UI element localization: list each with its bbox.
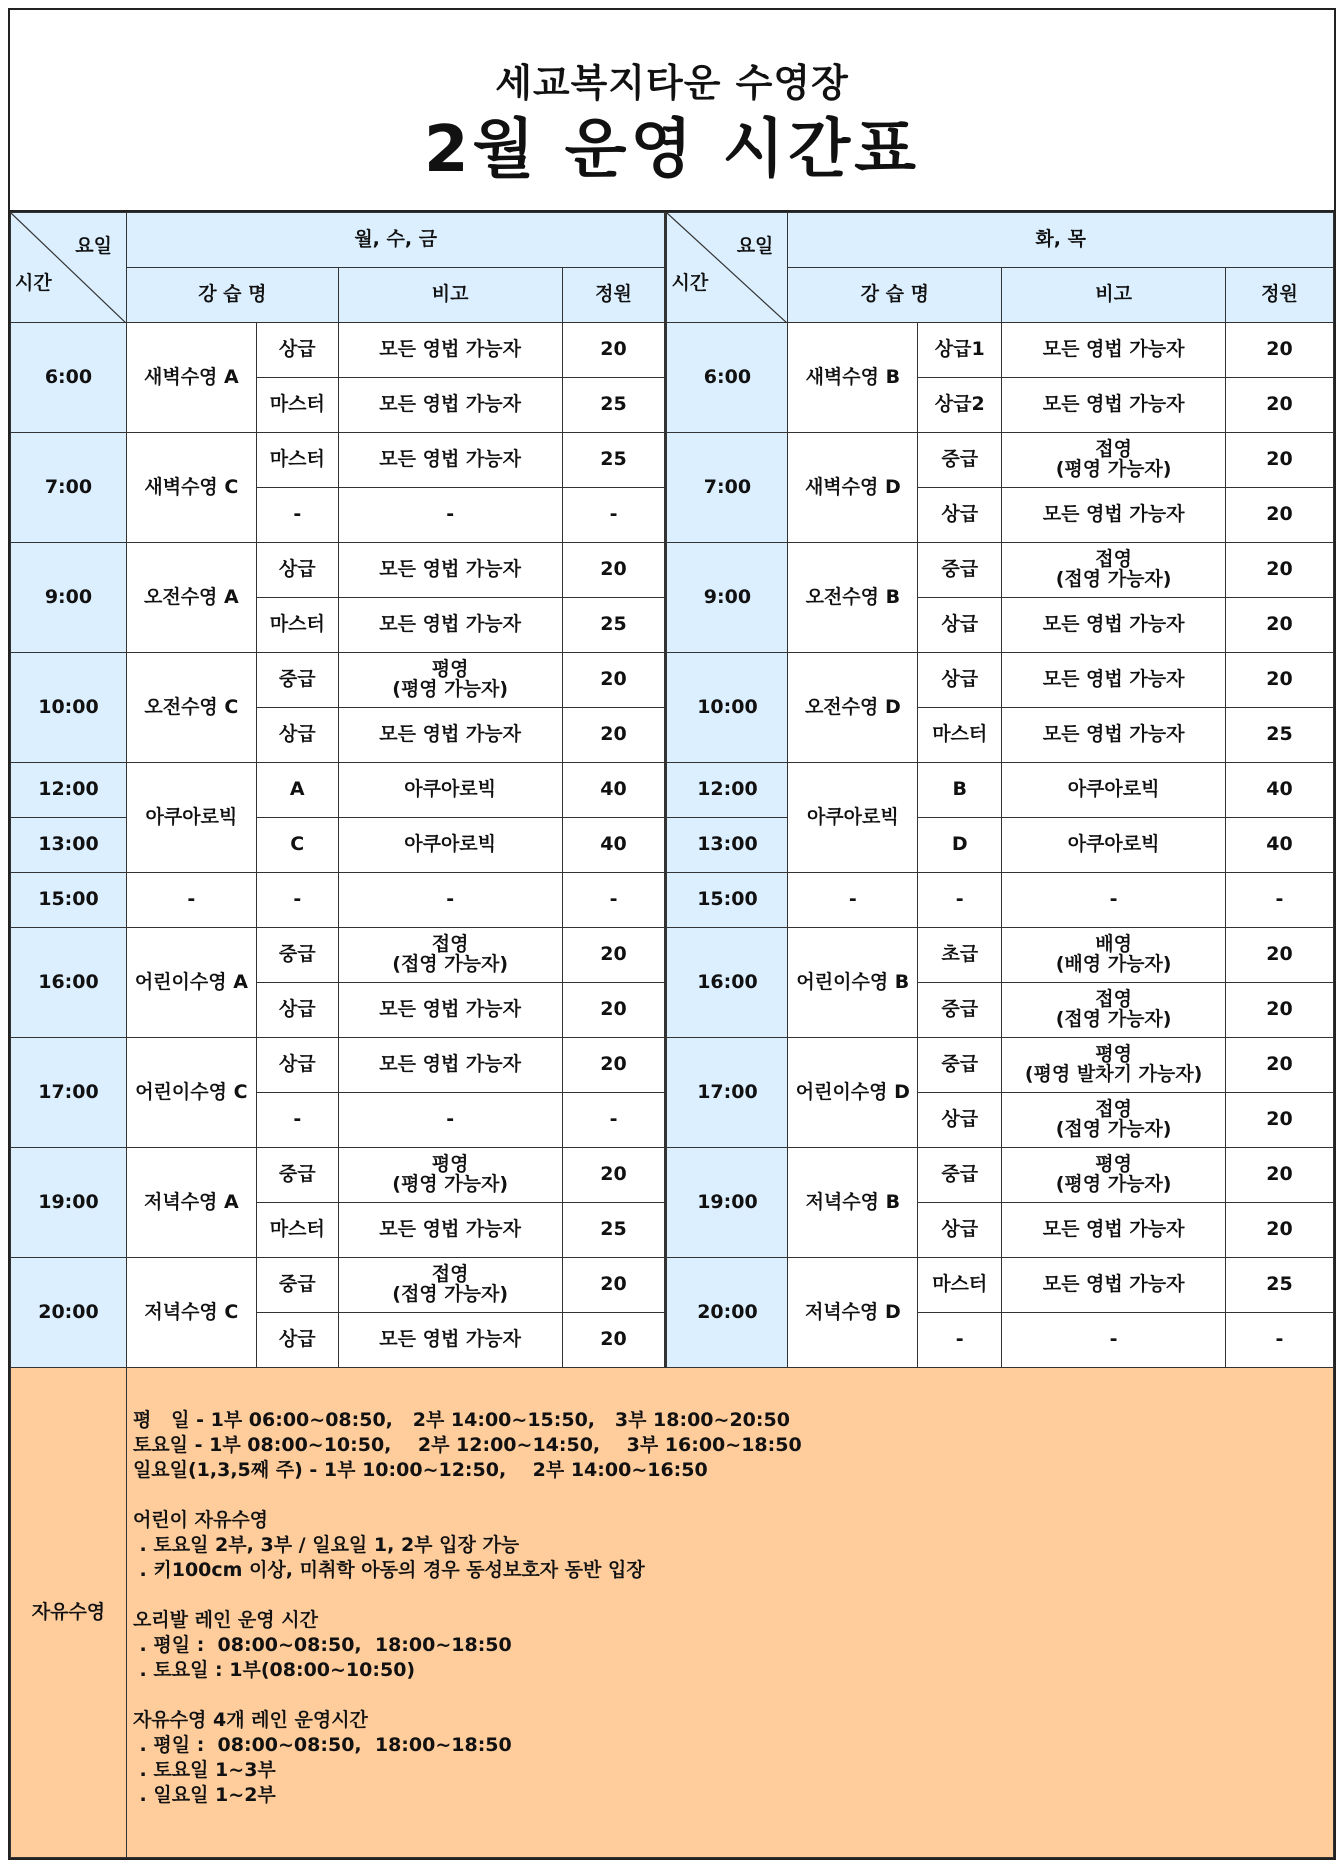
capacity: 20 <box>1226 323 1334 378</box>
capacity: 20 <box>1226 1093 1334 1148</box>
class-name: 새벽수영 A <box>126 323 256 433</box>
time-slot: 6:00 <box>11 323 127 433</box>
free-swim-line: 일요일(1,3,5째 주) - 1부 10:00~12:50, 2부 14:00~16:50 <box>132 1459 708 1481</box>
time-slot: 20:00 <box>666 1258 788 1368</box>
capacity: 20 <box>562 983 666 1038</box>
class-name: 오전수영 A <box>126 543 256 653</box>
time-slot: 15:00 <box>666 873 788 928</box>
note: 모든 영법 가능자 <box>338 1038 562 1093</box>
capacity: 20 <box>1226 433 1334 488</box>
note: 모든 영법 가능자 <box>1002 598 1226 653</box>
day-label: 요일 <box>736 235 774 257</box>
free-swim-info <box>126 1368 1333 1858</box>
note: 아쿠아로빅 <box>1002 818 1226 873</box>
time-slot: 13:00 <box>11 818 127 873</box>
time-slot: 12:00 <box>666 763 788 818</box>
note: 배영 (배영 가능자) <box>1002 928 1226 983</box>
level: 마스터 <box>256 433 338 488</box>
level: 상급 <box>256 1313 338 1368</box>
level: 중급 <box>918 983 1002 1038</box>
note: - <box>1002 1313 1226 1368</box>
level: 마스터 <box>256 1203 338 1258</box>
capacity: 20 <box>562 1313 666 1368</box>
note: 평영 (평영 가능자) <box>1002 1148 1226 1203</box>
level: 상급 <box>918 653 1002 708</box>
col-capacity-header: 정원 <box>562 268 666 323</box>
level: 상급 <box>256 1038 338 1093</box>
level: 중급 <box>918 543 1002 598</box>
note: 모든 영법 가능자 <box>338 543 562 598</box>
capacity: 25 <box>562 433 666 488</box>
level: A <box>256 763 338 818</box>
diagonal-divider <box>667 213 787 323</box>
class-name: 오전수영 C <box>126 653 256 763</box>
class-name: 저녁수영 C <box>126 1258 256 1368</box>
free-swim-line: 토요일 - 1부 08:00~10:50, 2부 12:00~14:50, 3부 16:00~18:50 <box>132 1434 802 1456</box>
note: 평영 (평영 발차기 가능자) <box>1002 1038 1226 1093</box>
capacity: 25 <box>562 598 666 653</box>
level: 상급 <box>256 708 338 763</box>
empty-cell: - <box>562 873 666 928</box>
note: 모든 영법 가능자 <box>1002 708 1226 763</box>
title-box <box>10 10 1334 212</box>
level: 상급 <box>918 1203 1002 1258</box>
capacity: 20 <box>1226 1148 1334 1203</box>
note: 모든 영법 가능자 <box>338 433 562 488</box>
note: 모든 영법 가능자 <box>338 378 562 433</box>
capacity: 40 <box>562 763 666 818</box>
level: 초급 <box>918 928 1002 983</box>
class-name: 아쿠아로빅 <box>126 763 256 873</box>
note: 접영 (접영 가능자) <box>1002 543 1226 598</box>
capacity: 20 <box>562 1148 666 1203</box>
note: 평영 (평영 가능자) <box>338 1148 562 1203</box>
level: 중급 <box>918 433 1002 488</box>
capacity: 20 <box>562 1038 666 1093</box>
time-slot: 7:00 <box>11 433 127 543</box>
level: 중급 <box>256 653 338 708</box>
empty-cell: - <box>1002 873 1226 928</box>
level: 중급 <box>256 1148 338 1203</box>
day-group-tt: 화, 목 <box>788 213 1334 268</box>
note: 모든 영법 가능자 <box>1002 323 1226 378</box>
note: 접영 (접영 가능자) <box>338 928 562 983</box>
capacity: 20 <box>1226 1203 1334 1258</box>
time-slot: 10:00 <box>11 653 127 763</box>
level: B <box>918 763 1002 818</box>
col-note-header: 비고 <box>1002 268 1226 323</box>
class-name: 새벽수영 C <box>126 433 256 543</box>
note: 모든 영법 가능자 <box>338 1313 562 1368</box>
capacity: 20 <box>1226 598 1334 653</box>
capacity: 20 <box>562 323 666 378</box>
free-swim-line: 어린이 자유수영 <box>132 1509 269 1531</box>
time-slot: 7:00 <box>666 433 788 543</box>
note: 모든 영법 가능자 <box>1002 653 1226 708</box>
note: 접영 (평영 가능자) <box>1002 433 1226 488</box>
capacity: 25 <box>562 1203 666 1258</box>
time-slot: 16:00 <box>666 928 788 1038</box>
note: 모든 영법 가능자 <box>338 708 562 763</box>
free-swim-line <box>133 1683 802 1708</box>
capacity: 20 <box>1226 1038 1334 1093</box>
level: 상급 <box>918 1093 1002 1148</box>
capacity: 25 <box>562 378 666 433</box>
note: 접영 (접영 가능자) <box>1002 1093 1226 1148</box>
class-name: 오전수영 D <box>788 653 918 763</box>
capacity: 20 <box>562 928 666 983</box>
col-class-header: 강 습 명 <box>126 268 338 323</box>
note: - <box>338 1093 562 1148</box>
time-slot: 17:00 <box>11 1038 127 1148</box>
time-slot: 9:00 <box>666 543 788 653</box>
level: 중급 <box>918 1038 1002 1093</box>
col-note-header: 비고 <box>338 268 562 323</box>
capacity: 25 <box>1226 708 1334 763</box>
timetable-page <box>8 8 1336 1860</box>
empty-cell: - <box>788 873 918 928</box>
free-swim-line: 자유수영 4개 레인 운영시간 <box>132 1709 368 1731</box>
note: 모든 영법 가능자 <box>338 323 562 378</box>
note: 모든 영법 가능자 <box>1002 488 1226 543</box>
capacity: 20 <box>1226 488 1334 543</box>
level: 중급 <box>256 1258 338 1313</box>
class-name: 새벽수영 D <box>788 433 918 543</box>
time-slot: 19:00 <box>11 1148 127 1258</box>
empty-cell: - <box>918 873 1002 928</box>
level: 마스터 <box>918 1258 1002 1313</box>
level: 마스터 <box>256 598 338 653</box>
capacity: 20 <box>562 653 666 708</box>
time-slot: 12:00 <box>11 763 127 818</box>
capacity: 40 <box>1226 818 1334 873</box>
class-name: 어린이수영 A <box>126 928 256 1038</box>
level: - <box>918 1313 1002 1368</box>
note: - <box>338 488 562 543</box>
capacity: 20 <box>1226 983 1334 1038</box>
note: 모든 영법 가능자 <box>1002 1258 1226 1313</box>
free-swim-line: . 평일 : 08:00~08:50, 18:00~18:50 <box>132 1634 512 1656</box>
note: 평영 (평영 가능자) <box>338 653 562 708</box>
class-name: 어린이수영 C <box>126 1038 256 1148</box>
free-swim-line: . 토요일 : 1부(08:00~10:50) <box>132 1659 416 1681</box>
class-name: 아쿠아로빅 <box>788 763 918 873</box>
page-title: 2월 운영 시간표 <box>423 113 921 187</box>
level: 마스터 <box>256 378 338 433</box>
capacity: 20 <box>562 708 666 763</box>
free-swim-line: . 토요일 2부, 3부 / 일요일 1, 2부 입장 가능 <box>132 1534 520 1556</box>
free-swim-line: . 토요일 1~3부 <box>132 1759 276 1781</box>
time-slot: 10:00 <box>666 653 788 763</box>
capacity: - <box>1226 1313 1334 1368</box>
class-name: 어린이수영 B <box>788 928 918 1038</box>
col-capacity-header: 정원 <box>1226 268 1334 323</box>
level: 마스터 <box>918 708 1002 763</box>
note: 모든 영법 가능자 <box>338 983 562 1038</box>
free-swim-line: . 일요일 1~2부 <box>132 1784 276 1806</box>
time-slot: 19:00 <box>666 1148 788 1258</box>
empty-cell: - <box>1226 873 1334 928</box>
capacity: - <box>562 488 666 543</box>
corner-header-left <box>11 213 127 323</box>
level: C <box>256 818 338 873</box>
capacity: 40 <box>1226 763 1334 818</box>
capacity: - <box>562 1093 666 1148</box>
schedule-table <box>10 212 1334 1858</box>
capacity: 40 <box>562 818 666 873</box>
corner-header-right <box>666 213 788 323</box>
time-slot: 15:00 <box>11 873 127 928</box>
level: D <box>918 818 1002 873</box>
free-swim-line: . 평일 : 08:00~08:50, 18:00~18:50 <box>132 1734 512 1756</box>
time-slot: 20:00 <box>11 1258 127 1368</box>
free-swim-line: 평 일 - 1부 06:00~08:50, 2부 14:00~15:50, 3부 18:00~20:50 <box>132 1409 790 1431</box>
free-swim-line: 오리발 레인 운영 시간 <box>132 1609 318 1631</box>
level: - <box>256 1093 338 1148</box>
class-name: 새벽수영 B <box>788 323 918 433</box>
capacity: 20 <box>1226 543 1334 598</box>
empty-cell: - <box>338 873 562 928</box>
time-slot: 13:00 <box>666 818 788 873</box>
diagonal-divider <box>11 213 126 323</box>
time-label: 시간 <box>671 272 709 295</box>
class-name: 어린이수영 D <box>788 1038 918 1148</box>
level: - <box>256 488 338 543</box>
class-name: 저녁수영 D <box>788 1258 918 1368</box>
note: 모든 영법 가능자 <box>1002 1203 1226 1258</box>
free-swim-line: . 키100cm 이상, 미취학 아동의 경우 동성보호자 동반 입장 <box>132 1559 645 1581</box>
note: 아쿠아로빅 <box>1002 763 1226 818</box>
note: 모든 영법 가능자 <box>1002 378 1226 433</box>
free-swim-label: 자유수영 <box>11 1368 127 1858</box>
note: 아쿠아로빅 <box>338 818 562 873</box>
pool-name: 세교복지타운 수영장 <box>495 61 849 105</box>
note: 접영 (접영 가능자) <box>338 1258 562 1313</box>
capacity: 20 <box>1226 378 1334 433</box>
free-swim-line <box>133 1583 802 1608</box>
note: 모든 영법 가능자 <box>338 598 562 653</box>
col-class-header: 강 습 명 <box>788 268 1002 323</box>
capacity: 25 <box>1226 1258 1334 1313</box>
level: 상급1 <box>918 323 1002 378</box>
capacity: 20 <box>562 543 666 598</box>
time-slot: 9:00 <box>11 543 127 653</box>
capacity: 20 <box>1226 928 1334 983</box>
level: 상급 <box>918 598 1002 653</box>
level: 상급 <box>256 983 338 1038</box>
day-group-mwf: 월, 수, 금 <box>126 213 666 268</box>
empty-cell: - <box>126 873 256 928</box>
empty-cell: - <box>256 873 338 928</box>
level: 상급 <box>918 488 1002 543</box>
free-swim-line <box>133 1483 802 1508</box>
level: 상급 <box>256 543 338 598</box>
time-slot: 6:00 <box>666 323 788 433</box>
note: 접영 (접영 가능자) <box>1002 983 1226 1038</box>
capacity: 20 <box>562 1258 666 1313</box>
time-slot: 17:00 <box>666 1038 788 1148</box>
day-label: 요일 <box>75 235 112 257</box>
time-label: 시간 <box>15 272 52 295</box>
class-name: 저녁수영 B <box>788 1148 918 1258</box>
capacity: 20 <box>1226 653 1334 708</box>
class-name: 저녁수영 A <box>126 1148 256 1258</box>
note: 아쿠아로빅 <box>338 763 562 818</box>
level: 상급 <box>256 323 338 378</box>
time-slot: 16:00 <box>11 928 127 1038</box>
level: 중급 <box>918 1148 1002 1203</box>
level: 상급2 <box>918 378 1002 433</box>
free-swim-lines <box>133 1408 802 1808</box>
note: 모든 영법 가능자 <box>338 1203 562 1258</box>
class-name: 오전수영 B <box>788 543 918 653</box>
level: 중급 <box>256 928 338 983</box>
